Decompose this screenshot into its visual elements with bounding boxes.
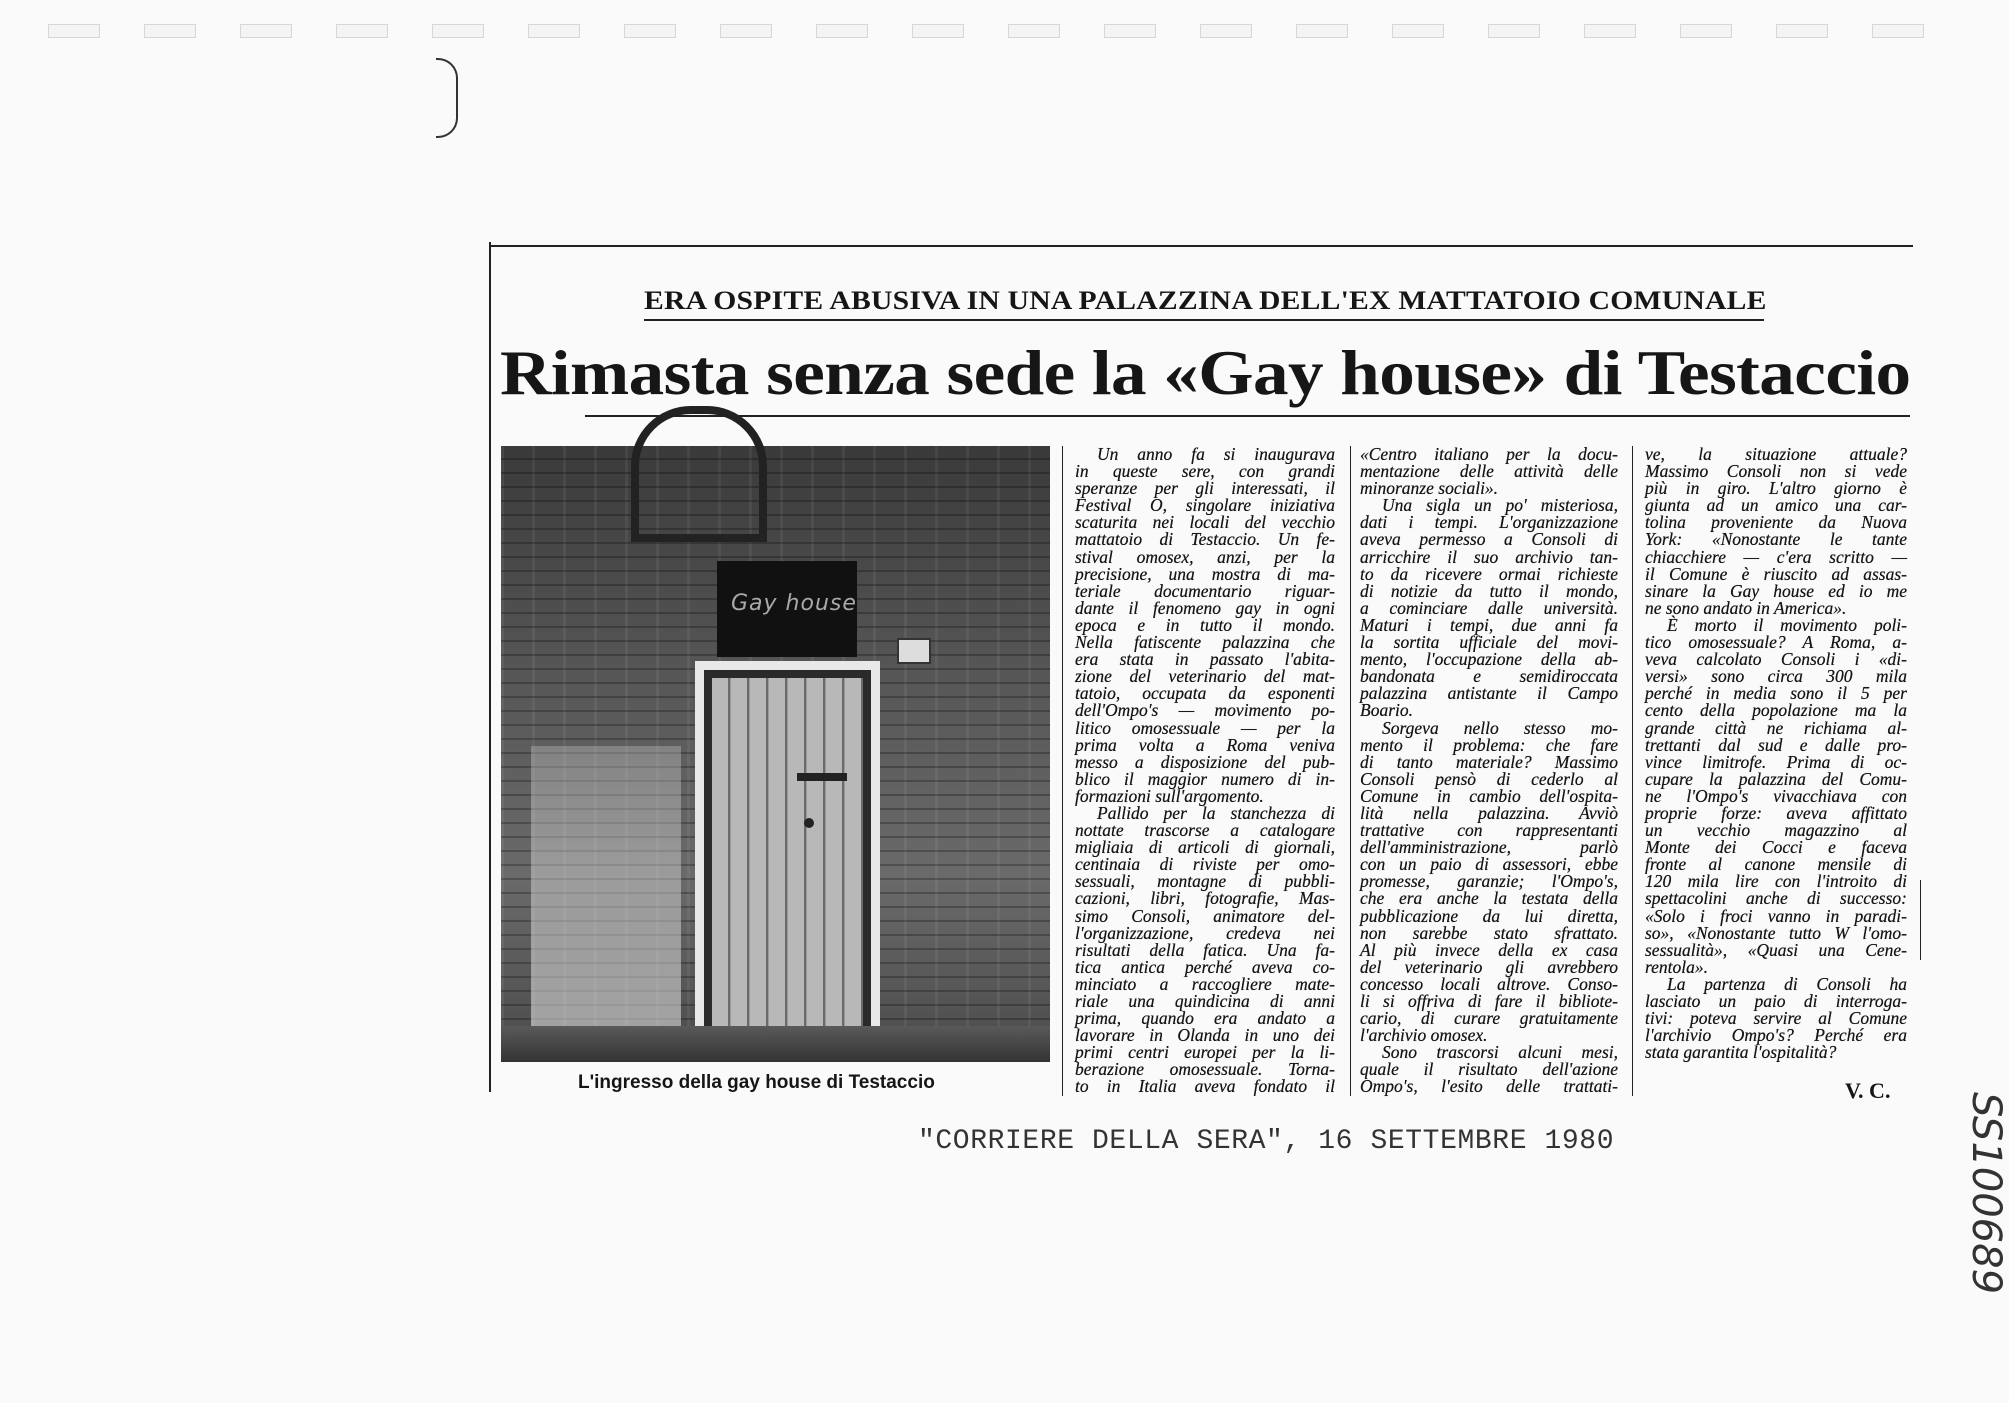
article-line: concesso locali altrove. Conso-	[1360, 973, 1618, 994]
article-line: che era anche la testata della	[1360, 888, 1618, 909]
article-line: primi centri europei per la li-	[1075, 1042, 1335, 1063]
article-line: giunta ad un amico una car-	[1645, 495, 1907, 516]
article-line: Massimo Consoli non si vede	[1645, 461, 1907, 482]
article-line: la sortita ufficiale del movi-	[1360, 632, 1618, 653]
article-column-2	[1360, 446, 1618, 1096]
article-line: bandonata e semidiroccata	[1360, 666, 1618, 687]
article-line: Sorgeva nello stesso mo-	[1382, 717, 1618, 738]
article-line: mento il problema: che fare	[1360, 734, 1618, 755]
photo-wall	[531, 746, 681, 1026]
article-line: in queste sere, con grandi	[1075, 461, 1335, 482]
author-signature: V. C.	[1845, 1078, 1891, 1103]
article-line: ve, la situazione attuale?	[1645, 444, 1907, 464]
kicker-rule	[644, 319, 1764, 321]
article-line: rentola».	[1645, 956, 1709, 977]
article-line: Boario.	[1360, 700, 1413, 721]
article-line: quale il risultato dell'azione	[1360, 1059, 1618, 1080]
article-line: era stata in passato l'abita-	[1075, 649, 1335, 670]
article-line: speranze per gli interessati, il	[1075, 478, 1335, 499]
article-line: fronte al canone mensile di	[1645, 854, 1907, 875]
article-column-1	[1075, 446, 1335, 1096]
article-line: nottate trascorse a catalogare	[1075, 820, 1335, 841]
article-line: 120 mila lire con l'introito di	[1645, 871, 1907, 892]
photo-plaque	[897, 638, 931, 664]
article-line: ne l'Ompo's vivacchiava con	[1645, 785, 1907, 806]
article-line: chiacchiere — c'era scritto —	[1645, 546, 1907, 567]
article-line: Monte dei Cocci e faceva	[1645, 837, 1907, 858]
article-line: mentazione delle attività delle	[1360, 461, 1618, 482]
article-line: cupare la palazzina del Comu-	[1645, 768, 1907, 789]
article-line: dell'amministrazione, parlò	[1360, 837, 1618, 858]
article-line: promesse, garanzie; l'Ompo's,	[1360, 871, 1618, 892]
article-line: più in giro. L'altro giorno è	[1645, 478, 1907, 499]
column-rule-3	[1632, 446, 1633, 1096]
article-line: li si offriva di fare il bibliote-	[1360, 991, 1618, 1011]
article-line: È morto il movimento poli-	[1667, 614, 1907, 635]
photo-caption: L'ingresso della gay house di Testaccio	[578, 1072, 935, 1093]
article-line: formazioni sull'argomento.	[1075, 785, 1264, 806]
article-line: a cominciare dalle università.	[1360, 597, 1618, 618]
article-line: pubblicazione da lui diretta,	[1360, 905, 1618, 926]
article-line: grande città ne richiama al-	[1645, 717, 1907, 738]
article-line: trettanti dal sud e dalle pro-	[1645, 734, 1907, 755]
article-line: palazzina antistante il Campo	[1360, 683, 1618, 704]
article-line: arricchire il suo archivio tan-	[1360, 546, 1618, 567]
photo-neon-sign	[717, 561, 857, 657]
article-line: to in Italia aveva fondato il	[1075, 1076, 1335, 1097]
article-line: del veterinario gli avrebbero	[1360, 956, 1618, 977]
article-line: tivi: poteva servire al Comune	[1645, 1008, 1907, 1029]
article-line: Un anno fa si inaugurava	[1097, 444, 1335, 464]
article-line: riale una quindicina di anni	[1075, 991, 1335, 1011]
article-line: l'archivio Ompo's? Perché era	[1645, 1025, 1907, 1046]
headline-rule	[585, 415, 1910, 417]
top-rule	[491, 245, 1913, 247]
article-line: Nella fatiscente palazzina che	[1075, 632, 1335, 653]
article-line: stival omosex, anzi, per la	[1075, 546, 1335, 567]
article-line: il Comune è riuscito ad assas-	[1645, 563, 1907, 584]
article-line: minoranze sociali».	[1360, 478, 1499, 499]
article-line: non sarebbe stato sfrattato.	[1360, 922, 1618, 943]
article-line: lavorare in Olanda in uno dei	[1075, 1025, 1335, 1046]
article-line: Maturi i tempi, due anni fa	[1360, 614, 1618, 635]
article-line: cento della popolazione ma la	[1645, 700, 1907, 721]
left-border-rule	[489, 242, 491, 1092]
photo-gay-house-entrance	[501, 446, 1050, 1062]
article-line: l'archivio omosex.	[1360, 1025, 1488, 1046]
article-line: cario, di curare gratuitamente	[1360, 1008, 1618, 1029]
article-line: minciato a raccogliere mate-	[1075, 973, 1335, 994]
article-line: ne sono andato in America».	[1645, 597, 1847, 618]
article-line: Pallido per la stanchezza di	[1097, 802, 1335, 823]
article-line: scaturita nei locali del vecchio	[1075, 512, 1335, 533]
article-line: sessuali, montagne di pubbli-	[1075, 871, 1335, 892]
article-line: cazioni, libri, fotografie, Mas-	[1075, 888, 1335, 909]
article-line: Ompo's, l'esito delle trattati-	[1360, 1076, 1618, 1097]
article-line: tica antica perché aveva co-	[1075, 956, 1335, 977]
archive-number-handwritten: SS100689	[1963, 1091, 2009, 1295]
article-line: berazione omosessuale. Torna-	[1075, 1059, 1335, 1080]
article-line: dante il fenomeno gay in ogni	[1075, 597, 1335, 618]
scan-edge-perforations	[48, 24, 1998, 40]
article-line: aveva permesso a Consoli di	[1360, 529, 1618, 550]
article-line: sessualità», «Quasi una Cene-	[1645, 939, 1907, 960]
article-line: Una sigla un po' misteriosa,	[1382, 495, 1618, 516]
article-line: epoca e in tutto il mondo.	[1075, 614, 1335, 635]
source-annotation: "CORRIERE DELLA SERA", 16 SETTEMBRE 1980	[918, 1126, 1615, 1157]
door-nameplate	[797, 773, 847, 781]
article-line: di notizie da tutto il mondo,	[1360, 580, 1618, 601]
article-line: tolina proveniente da Nuova	[1645, 512, 1907, 533]
article-line: mento, l'occupazione della ab-	[1360, 649, 1618, 670]
article-line: risultati della fatica. Una fa-	[1075, 939, 1335, 960]
article-line: prima volta a Roma veniva	[1075, 734, 1335, 755]
article-line: di tanto materiale? Massimo	[1360, 751, 1618, 772]
article-line: dell'Ompo's — movimento po-	[1075, 700, 1335, 721]
door-knob	[804, 818, 814, 828]
right-rule-fragment	[1920, 880, 1921, 960]
article-line: proprie forze: aveva affittato	[1645, 802, 1907, 823]
article-line: precisione, una mostra di ma-	[1075, 563, 1335, 584]
article-line: litico omosessuale — per la	[1075, 717, 1335, 738]
article-line: un vecchio magazzino al	[1645, 820, 1907, 841]
article-line: lità nella palazzina. Avviò	[1360, 802, 1618, 823]
article-line: dati i tempi. L'organizzazione	[1360, 512, 1618, 533]
column-rule-1	[1062, 446, 1063, 1096]
article-line: lasciato un paio di interroga-	[1645, 991, 1907, 1011]
article-line: sinare la Gay house ed io me	[1645, 580, 1907, 601]
article-line: simo Consoli, animatore del-	[1075, 905, 1335, 926]
article-line: Consoli pensò di cederlo al	[1360, 768, 1618, 789]
article-line: versi» sono circa 300 mila	[1645, 666, 1907, 687]
article-line: l'organizzazione, credeva nei	[1075, 922, 1335, 943]
article-line: La partenza di Consoli ha	[1667, 973, 1907, 994]
article-line: con un paio di assessori, ebbe	[1360, 854, 1618, 875]
article-line: zione del veterinario del mat-	[1075, 666, 1335, 687]
photo-door	[712, 678, 863, 1027]
article-line: spettacolini anche di successo:	[1645, 888, 1907, 909]
article-line: «Centro italiano per la docu-	[1360, 444, 1618, 464]
article-line: «Solo i froci vanno in paradi-	[1645, 905, 1907, 926]
article-line: veva calcolato Consoli i «di-	[1645, 649, 1907, 670]
article-line: to da ricevere ormai richieste	[1360, 563, 1618, 584]
article-line: blico il maggior numero di in-	[1075, 768, 1335, 789]
article-line: messo a disposizione del pub-	[1075, 751, 1335, 772]
pen-mark	[436, 58, 458, 138]
article-line: trattative con rappresentanti	[1360, 820, 1618, 841]
article-line: teriale documentario riguar-	[1075, 580, 1335, 601]
article-line: perché in media sono il 5 per	[1645, 683, 1907, 704]
headline: Rimasta senza sede la «Gay house» di Testaccio	[500, 337, 1911, 408]
article-line: vince limitrofe. Prima di oc-	[1645, 751, 1907, 772]
article-line: Al più invece della ex casa	[1360, 939, 1618, 960]
article-line: Festival O, singolare iniziativa	[1075, 495, 1335, 516]
kicker-headline: ERA OSPITE ABUSIVA IN UNA PALAZZINA DELL'EX MATTATOIO COMUNALE	[644, 286, 1767, 315]
photo-arch	[631, 406, 767, 542]
article-line: tatoio, occupata da esponenti	[1075, 683, 1335, 704]
article-line: so», «Nonostante tutto W l'omo-	[1645, 922, 1907, 943]
article-line: Sono trascorsi alcuni mesi,	[1382, 1042, 1618, 1063]
article-line: Comune in cambio dell'ospita-	[1360, 785, 1618, 806]
article-line: centinaia di riviste per omo-	[1075, 854, 1335, 875]
article-line: migliaia di articoli di giornali,	[1075, 837, 1335, 858]
article-line: York: «Nonostante le tante	[1645, 529, 1907, 550]
article-line: stata garantita l'ospitalità?	[1645, 1042, 1837, 1063]
article-line: mattatoio di Testaccio. Un fe-	[1075, 529, 1335, 550]
photo-ground	[501, 1026, 1050, 1062]
column-rule-2	[1350, 446, 1351, 1096]
photo-door-frame	[695, 661, 880, 1027]
article-line: tico omosessuale? A Roma, a-	[1645, 632, 1907, 653]
article-column-3	[1645, 446, 1907, 1061]
article-line: prima, quando era andato a	[1075, 1008, 1335, 1029]
sign-text: Gay house	[731, 591, 857, 616]
